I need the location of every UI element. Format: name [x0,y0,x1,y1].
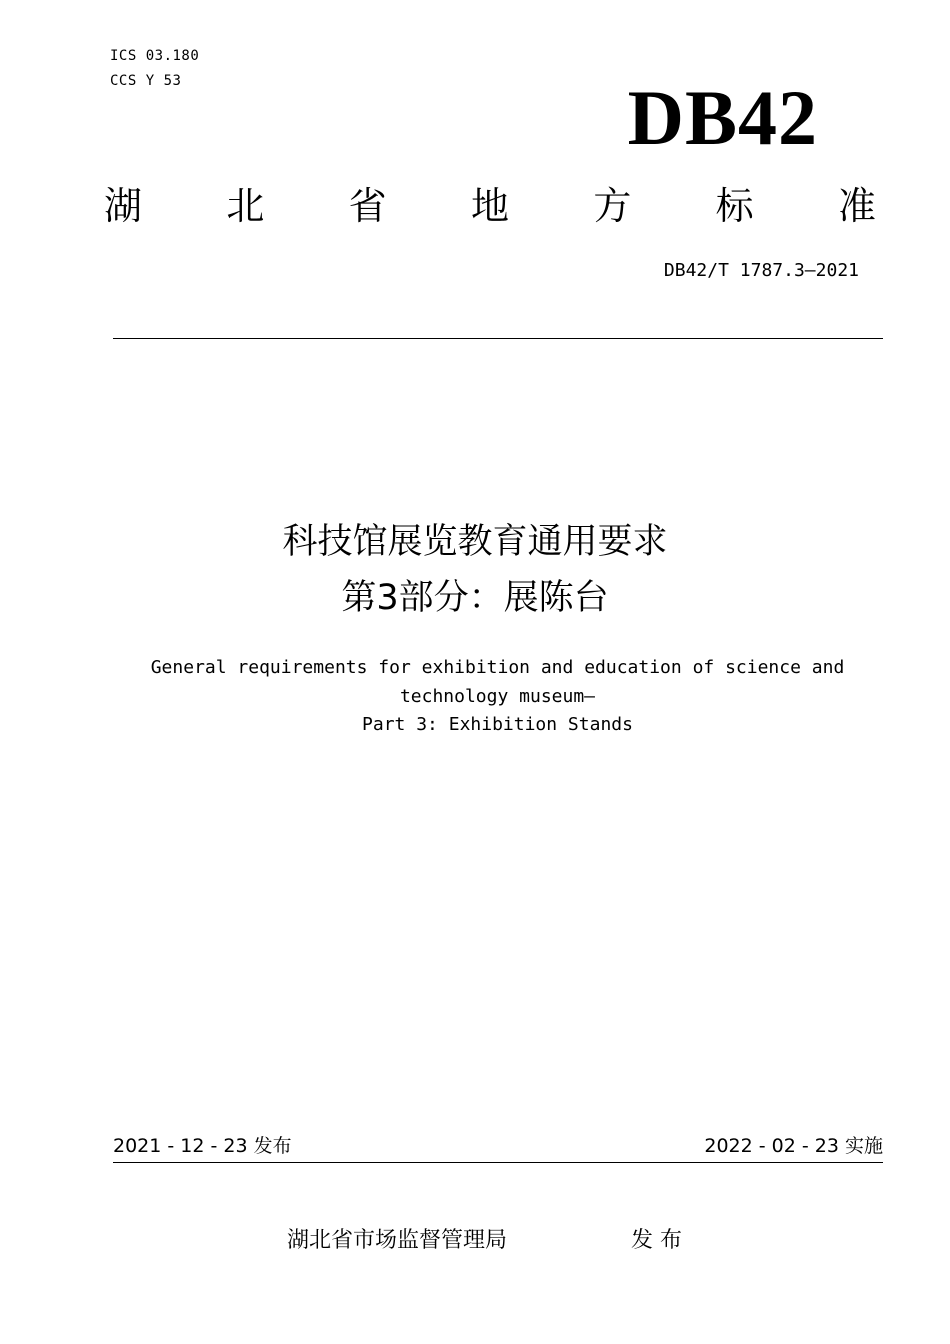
standard-number: DB42/T 1787.3—2021 [663,260,859,281]
english-title-line-1: General requirements for exhibition and education of science and [150,657,845,678]
bottom-divider [113,1162,883,1163]
standard-type-heading [104,182,876,230]
top-divider [113,338,883,339]
standard-type-char: 北 [226,184,265,228]
ics-code: ICS 03.180 [110,48,200,64]
issue-date: 2021 - 12 - 23 发布 [113,1135,292,1157]
standard-type-char: 省 [348,184,387,228]
standard-type-char: 准 [837,184,876,228]
standard-logo: DB42 [627,74,818,161]
standard-type-char: 湖 [104,184,143,228]
implementation-date: 2022 - 02 - 23 实施 [704,1135,883,1157]
ccs-code: CCS Y 53 [110,73,182,89]
standard-type-char: 标 [715,184,754,228]
publish-label: 发 布 [631,1228,682,1253]
chinese-title-line-1: 科技馆展览教育通用要求 [282,522,668,562]
english-title-line-3: Part 3: Exhibition Stands [362,714,633,735]
publisher-name: 湖北省市场监督管理局 [287,1228,508,1253]
standard-type-char: 方 [593,184,632,228]
english-title-line-2: technology museum— [399,686,596,707]
chinese-title-line-2: 第3部分：展陈台 [341,578,609,618]
standard-type-char: 地 [470,184,509,228]
